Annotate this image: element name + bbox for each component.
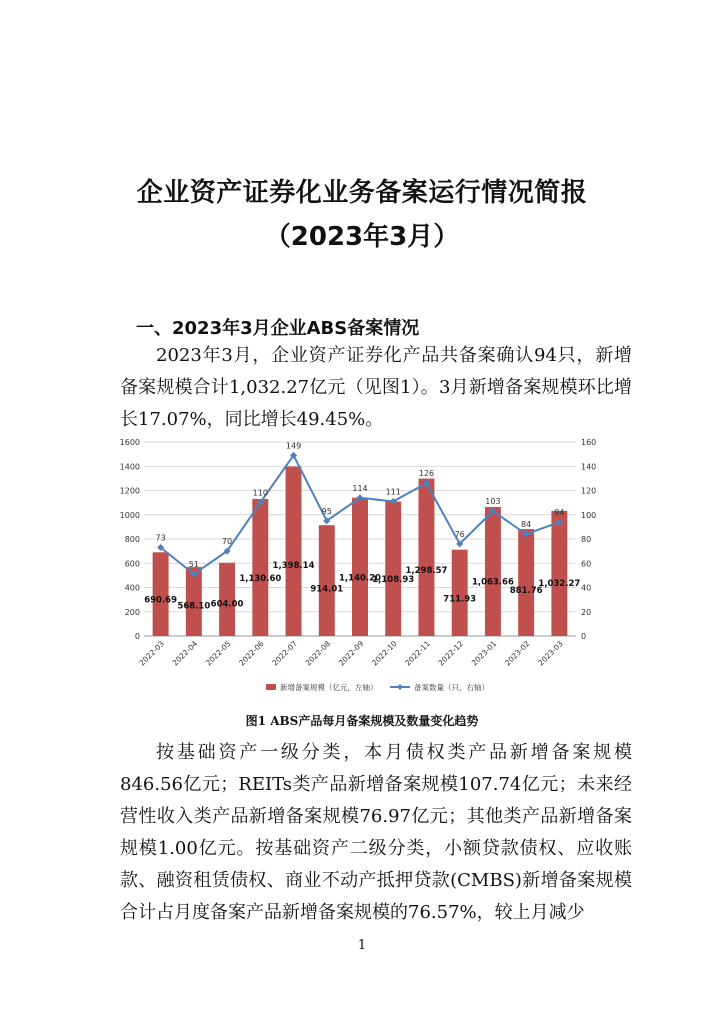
x-tick-label: 2023-02 — [503, 639, 532, 668]
x-tick-label: 2022-05 — [203, 639, 233, 668]
document-title: 企业资产证券化业务备案运行情况简报 — [136, 178, 588, 208]
bar — [518, 529, 534, 636]
right-tick-label: 120 — [581, 486, 597, 496]
paragraph-breakdown: 按基础资产一级分类，本月债权类产品新增备案规模846.56亿元；REITs类产品新增备案规模107.74亿元；未来经营性收入类产品新增备案规模76.97亿元；其他类产品新增备案规模1.00亿元。按基础资产二级分类，小额贷款债权、应收账款、融资租赁债权、商业不动产抵押贷款(CMBS)新增备案规模合计占月度备案产品新增备案规模的76.57%，较上月减少 — [120, 742, 632, 923]
count-label: 149 — [285, 441, 302, 451]
bar — [452, 550, 468, 636]
count-label: 126 — [418, 469, 435, 479]
x-tick-label: 2022-03 — [137, 639, 167, 668]
bar-value-label: 568.10 — [177, 601, 211, 612]
paragraph-summary: 2023年3月，企业资产证券化产品共备案确认94只，新增备案规模合计1,032.27亿元（见图1）。3月新增备案规模环比增长17.07%，同比增长49.45%。 — [120, 345, 632, 430]
x-tick-label: 2022-07 — [270, 639, 299, 668]
bar-value-label: 1,108.93 — [372, 575, 415, 586]
count-label: 94 — [554, 508, 565, 518]
bar-value-label: 881.76 — [509, 586, 543, 597]
count-label: 73 — [155, 533, 166, 543]
count-label: 95 — [321, 506, 332, 516]
count-label: 70 — [221, 537, 233, 547]
right-tick-label: 20 — [581, 607, 592, 617]
x-tick-label: 2022-10 — [370, 639, 399, 668]
left-tick-label: 200 — [124, 607, 140, 617]
legend-bar-label: 新增备案规模（亿元，左轴） — [280, 683, 378, 692]
bar — [418, 479, 434, 636]
bar-value-label: 1,130.60 — [239, 574, 282, 585]
right-tick-label: 0 — [581, 632, 587, 641]
bar — [153, 552, 169, 636]
right-tick-label: 100 — [581, 510, 597, 520]
right-tick-label: 160 — [581, 438, 597, 447]
right-tick-label: 40 — [581, 583, 592, 593]
left-tick-label: 600 — [124, 559, 140, 569]
bar — [551, 511, 567, 636]
left-tick-label: 1200 — [119, 486, 140, 496]
bar — [352, 498, 368, 636]
bar — [252, 499, 268, 636]
count-label: 84 — [521, 520, 532, 530]
legend-bar-swatch — [266, 684, 276, 690]
bar-value-label: 1,032.27 — [538, 578, 581, 589]
section-heading: 一、2023年3月企业ABS备案情况 — [136, 318, 420, 339]
count-label: 103 — [485, 497, 501, 507]
bar-value-label: 1,298.57 — [405, 566, 448, 577]
bar — [385, 502, 401, 636]
bar-value-label: 604.00 — [210, 599, 244, 610]
left-tick-label: 800 — [124, 535, 140, 544]
bar-value-label: 1,063.66 — [471, 577, 514, 588]
x-tick-label: 2022-11 — [403, 639, 432, 668]
x-tick-label: 2022-09 — [336, 639, 366, 668]
left-tick-label: 1000 — [119, 510, 140, 520]
x-tick-label: 2022-08 — [303, 639, 333, 668]
x-tick-label: 2022-06 — [237, 639, 266, 668]
abs-monthly-chart — [110, 434, 630, 702]
right-tick-label: 60 — [581, 559, 592, 569]
left-tick-label: 1600 — [119, 438, 140, 447]
document-subtitle: （2023年3月） — [264, 222, 460, 252]
bar — [319, 525, 335, 636]
page-number: 1 — [357, 938, 367, 953]
x-tick-label: 2023-01 — [469, 639, 499, 668]
figure-caption: 图1 ABS产品每月备案规模及数量变化趋势 — [245, 714, 479, 728]
bar-value-label: 690.69 — [144, 595, 178, 606]
count-label: 51 — [188, 560, 199, 570]
count-label: 114 — [352, 483, 368, 493]
bar-value-label: 914.01 — [310, 584, 344, 595]
x-tick-label: 2022-12 — [436, 639, 466, 668]
right-tick-label: 80 — [581, 535, 592, 544]
left-tick-label: 400 — [124, 583, 140, 593]
bar-value-label: 1,140.20 — [339, 573, 381, 584]
right-tick-label: 140 — [581, 462, 597, 472]
legend-line-label: 备案数量（只，右轴） — [414, 683, 489, 692]
left-tick-label: 1400 — [119, 462, 140, 472]
x-tick-label: 2023-03 — [536, 639, 565, 668]
bar-value-label: 711.93 — [443, 594, 477, 605]
bar-value-label: 1,398.14 — [272, 561, 315, 572]
count-label: 111 — [385, 487, 401, 497]
legend-line-marker — [397, 684, 403, 690]
count-label: 76 — [454, 529, 465, 539]
x-tick-label: 2022-04 — [170, 639, 200, 668]
bar — [485, 507, 501, 636]
left-tick-label: 0 — [134, 632, 140, 641]
bar — [286, 466, 302, 636]
count-label: 110 — [252, 488, 268, 498]
